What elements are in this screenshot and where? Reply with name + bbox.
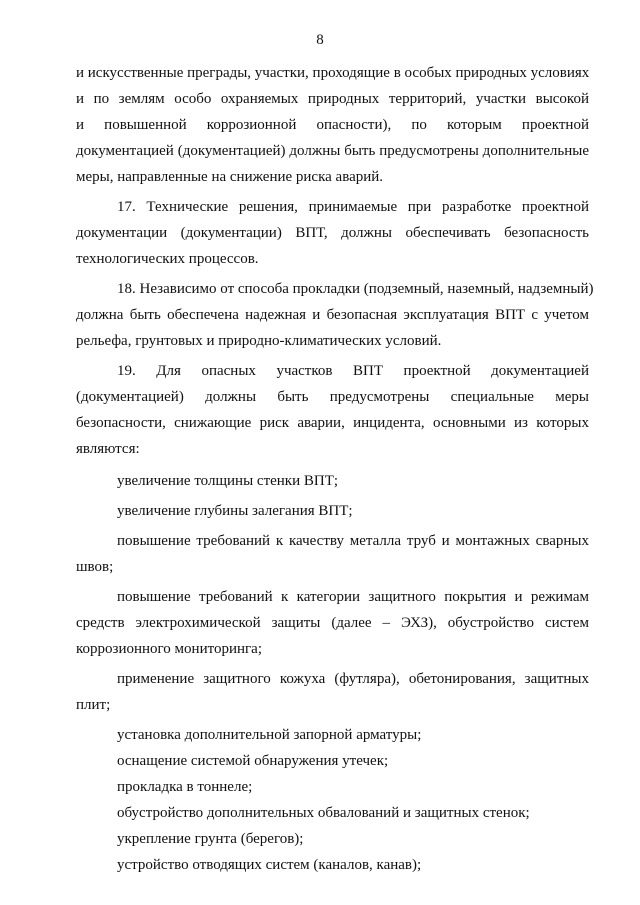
text-line: и искусственные преграды, участки, проходящие в особых природных условиях [76, 65, 590, 81]
text-line-item-19: 19. Для опасных участков ВПТ проектной документацией [117, 363, 589, 379]
list-item: обустройство дополнительных обвалований и защитных стенок; [117, 805, 530, 821]
text-line: и повышенной коррозионной опасности), по которым проектной [76, 117, 589, 133]
text-line: документации (документации) ВПТ, должны обеспечивать безопасность [76, 225, 589, 241]
text-line: (документацией) должны быть предусмотрены специальные меры [76, 389, 589, 405]
list-item: увеличение глубины залегания ВПТ; [117, 503, 353, 519]
text-line: технологических процессов. [76, 251, 259, 267]
page-number: 8 [316, 32, 324, 48]
list-item: прокладка в тоннеле; [117, 779, 253, 795]
list-item-continuation: швов; [76, 559, 114, 575]
list-item-continuation: средств электрохимической защиты (далее – ЭХЗ), обустройство систем [76, 615, 589, 631]
document-body [76, 60, 594, 878]
text-line: меры, направленные на снижение риска аварий. [76, 169, 384, 185]
list-item: установка дополнительной запорной арматуры; [117, 727, 422, 743]
list-item: повышение требований к качеству металла труб и монтажных сварных [117, 533, 589, 549]
text-line: и по землям особо охраняемых природных территорий, участки высокой [76, 91, 589, 107]
list-item-continuation: коррозионного мониторинга; [76, 641, 262, 657]
text-line: являются: [76, 441, 140, 457]
text-line: должна быть обеспечена надежная и безопасная эксплуатация ВПТ с учетом [76, 307, 589, 323]
text-line: рельефа, грунтовых и природно-климатических условий. [76, 333, 442, 349]
list-item: укрепление грунта (берегов); [117, 831, 304, 847]
text-line: документацией (документацией) должны быть предусмотрены дополнительные [76, 143, 589, 159]
list-item: применение защитного кожуха (футляра), обетонирования, защитных [117, 671, 589, 687]
list-item: оснащение системой обнаружения утечек; [117, 753, 389, 769]
text-line-item-18: 18. Независимо от способа прокладки (подземный, наземный, надземный) [117, 281, 594, 297]
text-line: безопасности, снижающие риск аварии, инцидента, основными из которых [76, 415, 589, 431]
list-item: устройство отводящих систем (каналов, канав); [117, 857, 422, 873]
list-item-continuation: плит; [76, 697, 111, 713]
text-line-item-17: 17. Технические решения, принимаемые при разработке проектной [117, 199, 589, 215]
list-item: повышение требований к категории защитного покрытия и режимам [117, 589, 589, 605]
list-item: увеличение толщины стенки ВПТ; [117, 473, 339, 489]
